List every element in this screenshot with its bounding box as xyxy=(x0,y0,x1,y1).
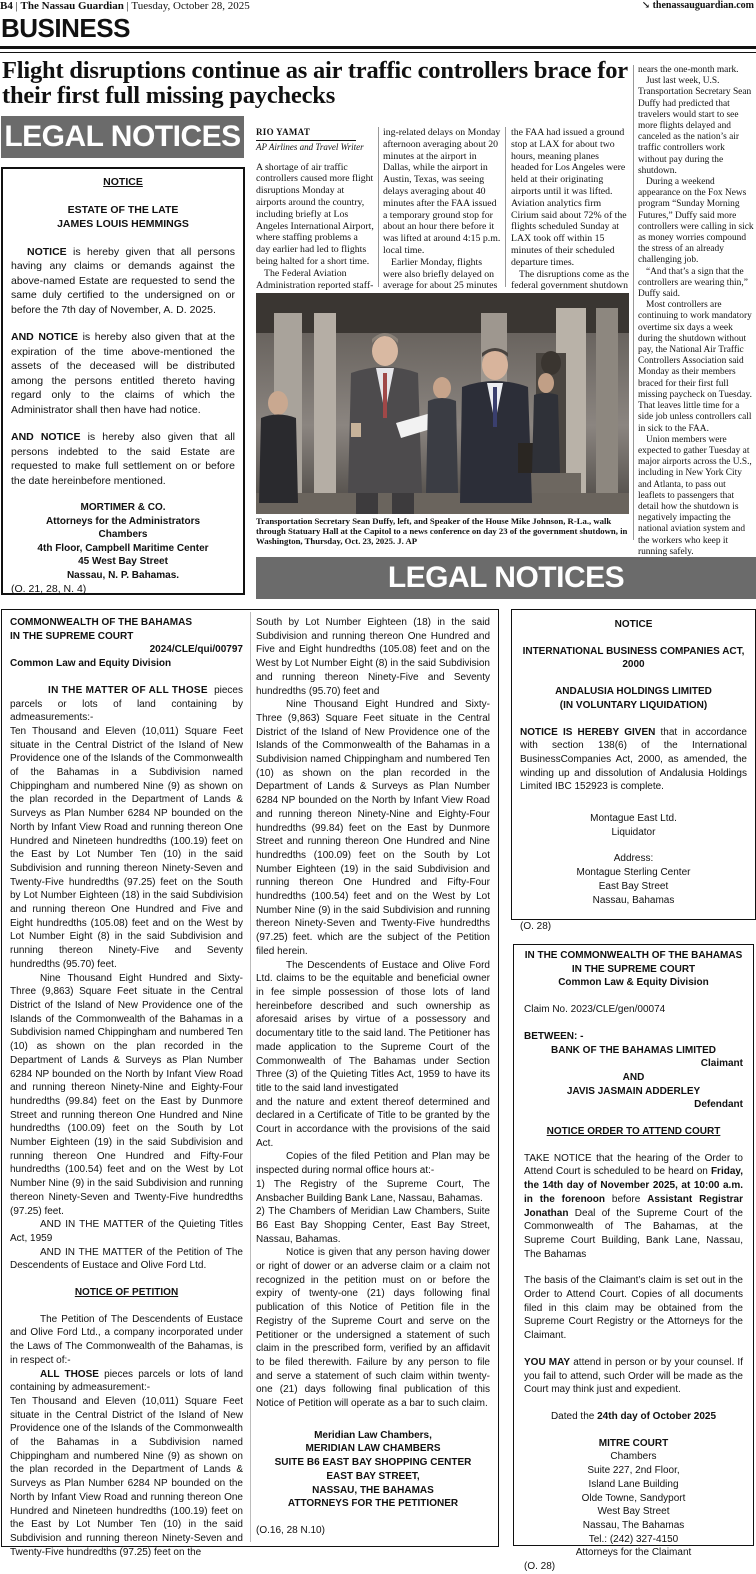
arrow-icon: ↘ xyxy=(641,0,651,11)
page-label: B4 xyxy=(0,0,13,12)
website-link[interactable]: ↘ thenassauguardian.com xyxy=(641,0,754,11)
notice-title: NOTICE xyxy=(103,176,143,188)
notice-reference: (O. 28) xyxy=(524,1561,556,1573)
signature-block: Meridian Law Chambers, MERIDIAN LAW CHAMBERS SUITE B6 EAST BAY SHOPPING CENTER EAST BAY STREET, NASSAU, THE BAHAMAS ATTORNEYS FOR THE PETITIONER xyxy=(274,1429,472,1510)
notice-paragraph: NOTICE is hereby given that all persons having any claims or demands against the above-named Estate are requested to send the same duly certified to the undersigned on or before the 7th day of November, A. D. 2025. xyxy=(11,245,235,316)
legal-notices-banner: LEGAL NOTICES xyxy=(1,116,244,158)
paper-name: The Nassau Guardian xyxy=(20,0,124,12)
article-column-4: nears the one-month mark. Just last week, U.S. Transportation Secretary Sean Duffy had predicted that travelers would start to see more flights delayed and canceled as the nation’s air traffic controllers work without pay during the shutdown. During a weekend appearance on the Fox News program “Sunday Morning Futures,” Duffy said more controllers were calling in sick as money worries compound the stress of an already challenging job. “And that’s a sign that the controllers are wearing thin,” Duffy said. Most controllers are continuing to work mandatory overtime six days a week during the shutdown without pay, the National Air Traffic Controllers Association said Monday as their members braced for their first full missing paycheck on Tuesday. That leaves little time for a side job unless controllers call in sick to the FAA. Union members were expected to gather Tuesday at major airports across the U.S., including in New York City and Atlanta, to pass out leaflets to passengers that detail how the shutdown is negatively impacting the national aviation system and the workers who keep it running safely. xyxy=(638,65,754,557)
byline-role: AP Airlines and Travel Writer xyxy=(256,141,364,152)
notice-reference: (O. 21, 28, N. 4) xyxy=(11,583,87,595)
masthead-bar: B4 | The Nassau Guardian | Tuesday, October 28, 2025 ↘ thenassauguardian.com xyxy=(0,0,754,12)
photo-capitol-walk xyxy=(256,293,629,514)
petition-column-2: South by Lot Number Eighteen (18) in the said Subdivision and running thereon One Hundred and Five and Eight hundredths (105.08) feet and on the West by Lot Number Eight (8) in the said Subdivision and running thereon Ninety-Five and Seventy hundredths (95.70) feet and Nine Thousand Eight Hundred and Sixty-Three (9,863) Square Feet situate in the Central District of the Island of New Providence one of the Islands of the Commonwealth of the Bahamas in a Subdivision named Chippingham and numbered Ten (10) as shown on the plan recorded in the Department of Lands & Surveys as Plan Number 6284 NP bounded on the North by Infant View Road and running thereon Ninety-Nine and Eighty-Four hundredths (99.84) feet on the East by Dunmore Street and running thereon One Hundred and Nine hundredths (100.09) feet on the South by Lot Number Eighteen (19) in the said Subdivision and running thereon One Hundred and Fifty-Four hundredths (100.54) feet and on the West by Lot Number Nine (9) in the said Subdivision and running thereon Ninety-Seven and Twenty-Five hundredths (97.25) feet. which are the subject of the Petition filed herein. The Descendents of Eustace and Olive Ford Ltd. claims to be the equitable and beneficial owner in fee simple possession of those lots of land hereinbefore described and such ownership as aforesaid arises by virtue of a possessory and documentary title to the said land. The Petitioner has made application to the Supreme Court of the Commonwealth of The Bahamas under Section Three (3) of the Quieting Titles Act, 1959 to have its title to the said land investigated and the nature and extent thereof determined and declared in a Certificate of Title to be granted by the Court in accordance with the provisions of the said Act. Copies of the filed Petition and Plan may be inspected during normal office hours at:- 1) The Registry of the Supreme Court, The Ansbacher Building Bank Lane, Nassau, Bahamas. 2) The Chambers of Meridian Law Chambers, Suite B6 East Bay Shopping Center, East Bay Street, Nassau, Bahamas. Notice is given that any person having dower or right of dower or an adverse claim or a claim not recognized in the petition must on or before the expiry of twenty-one (21) days following final publication of this Notice of Petition file in the Registry of the Supreme Court and serve on the Petitioner or the undersigned a statement of such claim in the prescribed form, verified by an affidavit to be filed therewith. Failure by any person to file and serve a statement of such claim within twenty-one (21) days following final publication of this Notice of Petition will operate as a bar to such claim. Meridian Law Chambers, MERIDIAN LAW CHAMBERS SUITE B6 EAST BAY SHOPPING CENTER EAST BAY STREET, NASSAU, THE BAHAMAS ATTORNEYS FOR THE PETITIONER (O.16, 28 N.10) xyxy=(256,617,490,1536)
section-title: BUSINESS xyxy=(1,13,130,43)
signature-block: MORTIMER & CO. Attorneys for the Administrators Chambers 4th Floor, Campbell Maritime Center 45 West Bay Street Nassau, N. P. Bahamas. xyxy=(37,502,209,581)
divider xyxy=(0,46,756,49)
article-headline: Flight disruptions continue as air traffic controllers brace for their first full missing paychecks xyxy=(2,57,628,109)
notice-title: NOTICE ORDER TO ATTEND COURT xyxy=(546,1126,721,1138)
photo-caption: Transportation Secretary Sean Duffy, left, and Speaker of the House Mike Johnson, R-La., walk through Statuary Hall at the Capitol to a news conference on day 23 of the government shutdown, in Washington, Thursday, Oct. 23, 2025. J. AP xyxy=(256,516,628,547)
petition-column-1: COMMONWEALTH OF THE BAHAMAS IN THE SUPREME COURT 2024/CLE/qui/00797 Common Law and Equity Division IN THE MATTER OF ALL THOSE pieces parcels or lots of land containing by admeasurements:- Ten Thousand and Eleven (10,011) Square Feet situate in the Central District of the Island of New Providence one of the Islands of the Commonwealth of the Bahamas in a Subdivision named Chippingham and numbered Nine (9) as shown on the plan recorded in the Department of Lands & Surveys as Plan Number 6284 NP bounded on the North by Infant View Road and running thereon One Hundred and Nineteen hundredths (100.19) feet on the East by Lot Number Ten (10) in the said Subdivision and running thereon Ninety-Seven and Twenty-Five hundredths (97.25) feet on the South by Lot Number Eighteen (18) in the said Subdivision and running thereon One Hundred and Five and Eight hundredths (105.08) feet and on the West by Lot Number Eight (8) in the said Subdivision and running thereon Ninety-Five and Seventy hundredths (95.70) feet. Nine Thousand Eight Hundred and Sixty-Three (9,863) Square Feet situate in the Central District of the Island of New Providence one of the Islands of the Commonwealth of the Bahamas in a Subdivision named Chippingham and numbered Ten (10) as shown on the plan recorded in the Department of Lands & Surveys as Plan Number 6284 NP bounded on the North by Infant View Road and running thereon Ninety-Nine and Eighty-Four hundredths (99.84) feet on the East by Dunmore Street and running thereon One Hundred and Nine hundredths (100.09) feet on the South by Lot Number Eighteen (19) in the said Subdivision and running thereon One Hundred and Fifty-Four hundredths (100.54) feet and on the West by Lot Number Nine (9) in the said Subdivision and running thereon Ninety-Seven and Twenty-Five hundredths (97.25) feet. AND IN THE MATTER of the Quieting Titles Act, 1959 AND IN THE MATTER of the Petition of The Descendents of Eustace and Olive Ford Ltd. NOTICE OF PETITION The Petition of The Descendents of Eustace and Olive Ford Ltd., a company incorporated under the Laws of The Commonwealth of the Bahamas, is in respect of:- ALL THOSE pieces parcels or lots of land containing by admeasurement:- Ten Thousand and Eleven (10,011) Square Feet situate in the Central District of the Island of New Providence one of the Islands of the Commonwealth of the Bahamas in a Subdivision named Chippingham and numbered Nine (9) as shown on the plan recorded in the Department of Lands & Surveys as Plan Number 6284 NP bounded on the North by Infant View Road and running thereon One Hundred and Nineteen hundredths (100.19) feet on the East by Lot Number Ten (10) in the said Subdivision and running thereon Ninety-Seven and Twenty-Five hundredths (97.25) feet on the xyxy=(10,617,244,1558)
divider xyxy=(256,140,356,141)
article-column-3: the FAA had issued a ground stop at LAX for about two hours, meaning planes headed for Los Angeles were held at their originating airports until it was lifted. Aviation analytics firm Cirium said about 72% of the flights scheduled Sunday at LAX took off within 15 minutes of their scheduled departure times. The disruptions come as the federal government shutdown xyxy=(511,127,629,292)
legal-notices-banner: LEGAL NOTICES xyxy=(256,557,756,599)
notice-reference: (O.16, 28 N.10) xyxy=(256,1525,325,1536)
issue-date: Tuesday, October 28, 2025 xyxy=(131,0,250,12)
notice-paragraph: AND NOTICE is hereby also given that at the expiration of the time above-mentioned the assets of the deceased will be distributed among the persons entitled thereto having regard only to the claims of which the Administrator shall then have had notice. xyxy=(11,331,235,416)
notice-paragraph: AND NOTICE is hereby also given that all persons indebted to the said Estate are requested to make full settlement on or before the date hereinbefore mentioned. xyxy=(11,431,235,487)
article-column-2: ing-related delays on Monday afternoon averaging about 20 minutes at the airport in Dallas, while the airport in Austin, Texas, was seeing delays averaging about 40 minutes after the FAA issued a temporary ground stop for about an hour there before it was lifted at around 4:15 p.m. local time. Earlier Monday, flights were also briefly delayed on average for about 25 minutes xyxy=(383,127,501,292)
column-rule xyxy=(505,127,506,287)
court-order-notice: IN THE COMMONWEALTH OF THE BAHAMAS IN THE SUPREME COURT Common Law & Equity Division Claim No. 2023/CLE/gen/00074 BETWEEN: - BANK OF THE BAHAMAS LIMITED Claimant AND JAVIS JASMAIN ADDERLEY Defendant NOTICE ORDER TO ATTEND COURT TAKE NOTICE that the hearing of the Order to Attend Court is scheduled to be heard on Friday, the 14th day of November 2025, at 10:00 a.m. in the forenoon before Assistant Registrar Jonathan Deal of the Supreme Court of the Commonwealth of The Bahamas, at the Supreme Court Building, Bank Lane, Nassau, The Bahamas The basis of the Claimant’s claim is set out in the Order to Attend Court. Copies of all documents filed in this claim may be obtained from the Supreme Court Registry or the Attorneys for the Claimant. YOU MAY attend in person or by your counsel. If you fail to attend, such Order will be made as the Court may think just and expedient. Dated the 24th day of October 2025 MITRE COURT Chambers Suite 227, 2nd Floor, Island Lane Building Olde Towne, Sandyport West Bay Street Nassau, The Bahamas Tel.: (242) 327-4150 Attorneys for the Claimant (O. 28) xyxy=(513,944,754,1546)
estate-heading: ESTATE OF THE LATE xyxy=(67,203,179,216)
article-column-1: RIO YAMAT AP Airlines and Travel Writer A shortage of air traffic controllers caused more flight disruptions Monday at airports around the country, including briefly at Los Angeles International Airport, where staffing problems a day earlier had led to flights being halted for a short time. The Federal Aviation Administration reported staff- xyxy=(256,127,374,291)
news-photo xyxy=(256,293,629,514)
notice-of-petition-heading: NOTICE OF PETITION xyxy=(74,1287,179,1299)
column-rule xyxy=(378,127,379,287)
byline-name: RIO YAMAT xyxy=(256,127,311,137)
notice-reference: (O. 28) xyxy=(520,921,552,933)
estate-name: JAMES LOUIS HEMMINGS xyxy=(57,218,189,230)
notice-title: NOTICE xyxy=(614,619,653,630)
column-rule xyxy=(250,612,251,1542)
estate-notice xyxy=(1,167,245,595)
liquidation-notice: NOTICE INTERNATIONAL BUSINESS COMPANIES ACT, 2000 ANDALUSIA HOLDINGS LIMITED (IN VOLUNTARY LIQUIDATION) NOTICE IS HEREBY GIVEN that in accordance with section 138(6) of the International BusinessCompanies Act, 2000, as amended, the winding up and dissolution of Andalusia Holdings Limited IBC 152923 is complete. Montague East Ltd. Liquidator Address: Montague Sterling Center East Bay Street Nassau, Bahamas (O. 28) xyxy=(511,609,756,920)
column-rule xyxy=(633,65,634,540)
divider xyxy=(0,52,756,53)
photo-credit: J. AP xyxy=(397,536,418,547)
